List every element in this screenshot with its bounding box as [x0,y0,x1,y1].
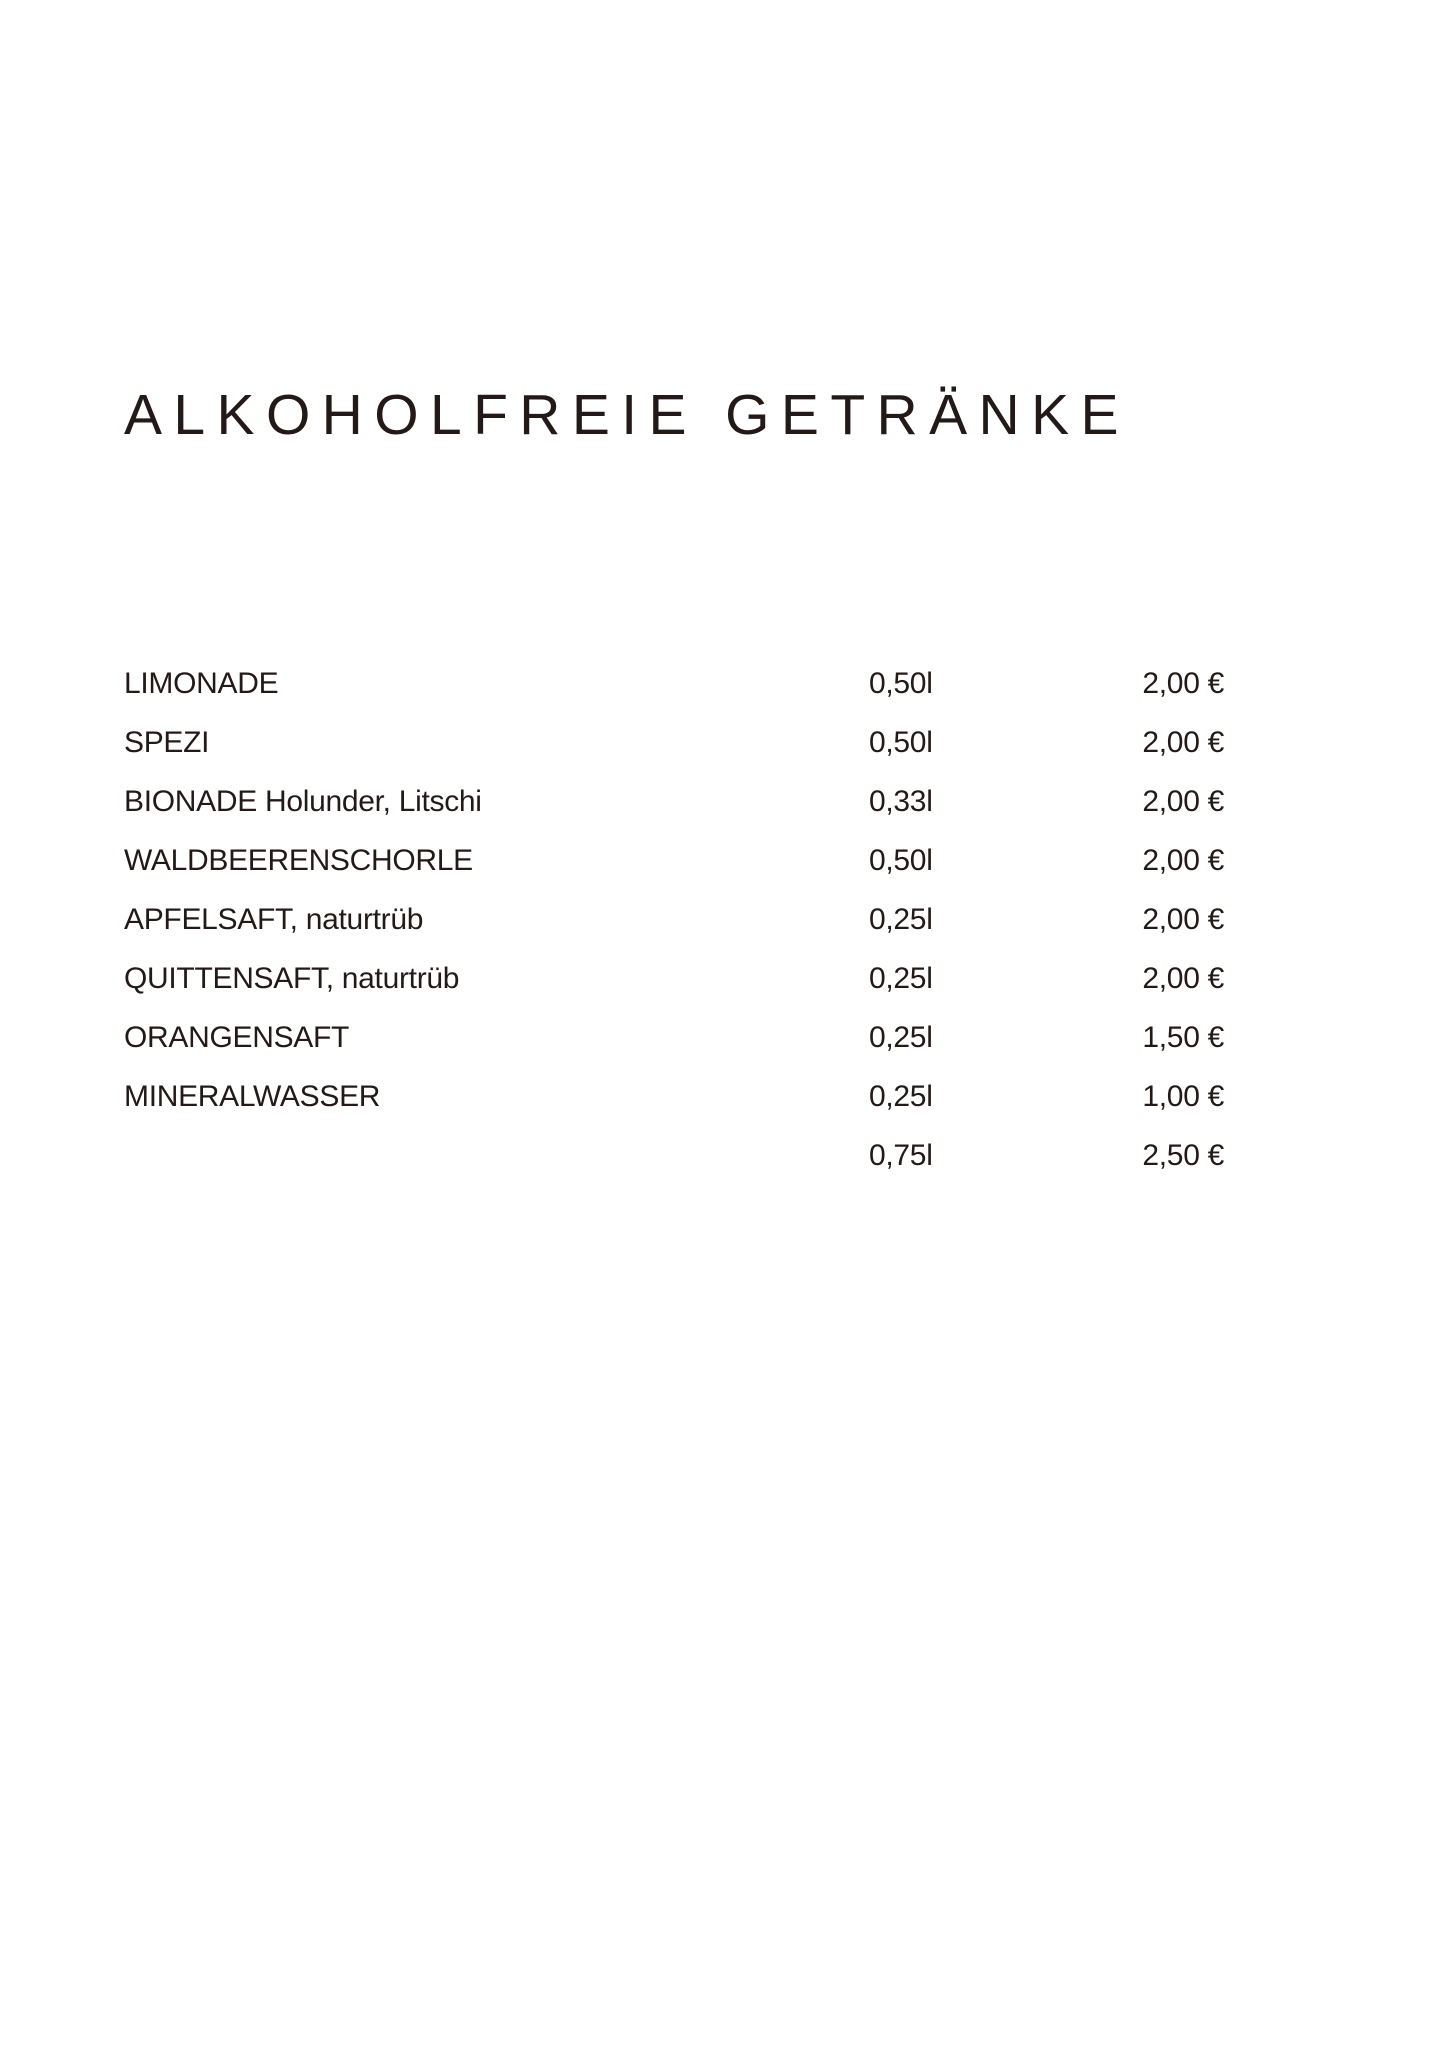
item-volume: 0,33l [869,785,933,818]
item-volume: 0,50l [869,726,933,759]
item-name: SPEZI [124,726,210,759]
item-price: 2,00 € [1142,726,1224,759]
item-name: WALDBEERENSCHORLE [124,844,473,877]
item-volume: 0,50l [869,667,933,700]
item-price: 2,00 € [1142,785,1224,818]
item-volume: 0,50l [869,844,933,877]
item-price: 2,00 € [1142,844,1224,877]
item-price: 2,00 € [1142,903,1224,936]
drinks-list [124,660,1224,1191]
item-name: APFELSAFT, naturtrüb [124,903,424,936]
item-name: QUITTENSAFT, naturtrüb [124,962,460,995]
item-name: LIMONADE [124,667,279,700]
item-price: 2,00 € [1142,962,1224,995]
page-title: ALKOHOLFREIE GETRÄNKE [124,383,1130,447]
menu-item [124,837,1224,896]
item-name: MINERALWASSER [124,1080,381,1113]
item-price: 1,50 € [1142,1021,1224,1054]
item-volume: 0,25l [869,1021,933,1054]
menu-item [124,778,1224,837]
menu-item [124,955,1224,1014]
menu-item [124,719,1224,778]
item-price: 2,00 € [1142,667,1224,700]
item-price: 2,50 € [1142,1139,1224,1172]
menu-item [124,896,1224,955]
menu-item [124,1073,1224,1132]
menu-item [124,1132,1224,1191]
menu-item [124,660,1224,719]
item-volume: 0,25l [869,962,933,995]
item-price: 1,00 € [1142,1080,1224,1113]
item-name: ORANGENSAFT [124,1021,350,1054]
menu-item [124,1014,1224,1073]
item-name: BIONADE Holunder, Litschi [124,785,482,818]
item-volume: 0,75l [869,1139,933,1172]
item-volume: 0,25l [869,903,933,936]
item-volume: 0,25l [869,1080,933,1113]
